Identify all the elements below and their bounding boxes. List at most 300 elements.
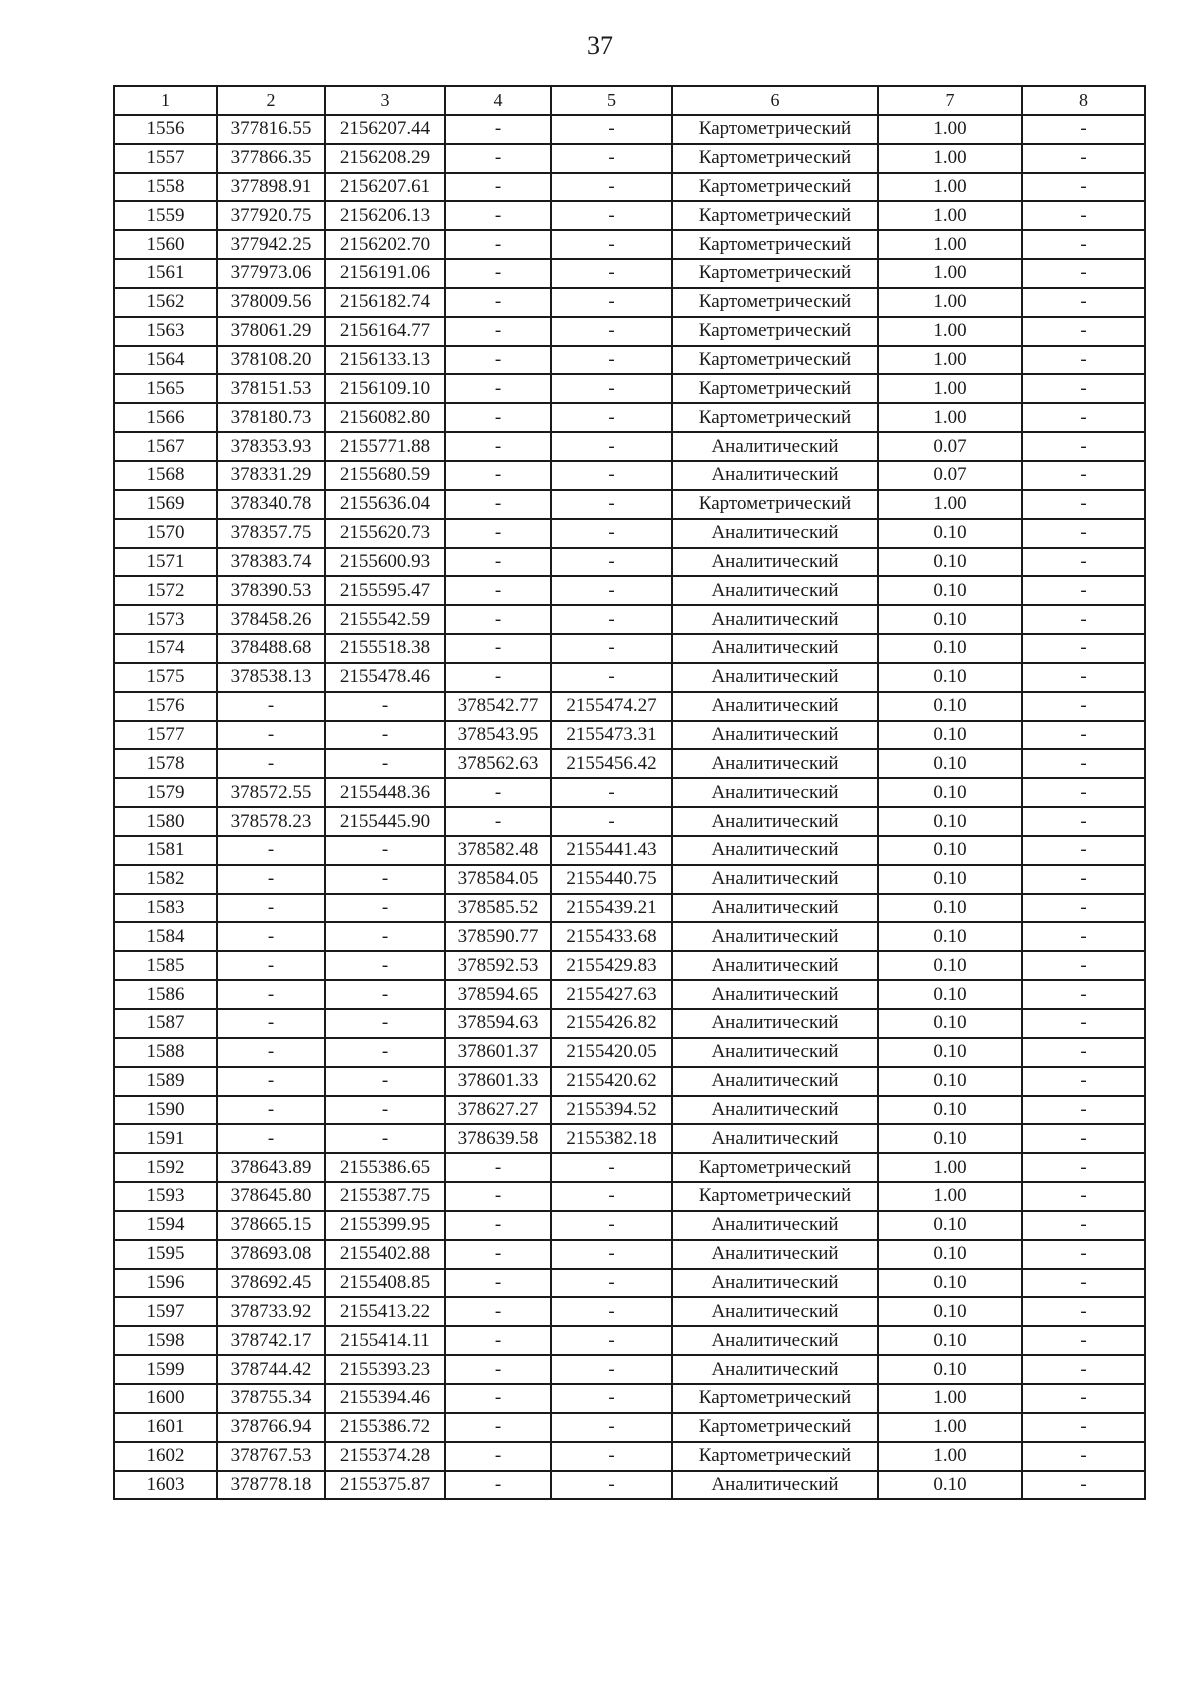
table-cell: - xyxy=(1022,922,1145,951)
table-cell: 1.00 xyxy=(878,288,1022,317)
table-cell: 1574 xyxy=(114,634,217,663)
table-cell: - xyxy=(325,1038,445,1067)
table-cell: - xyxy=(551,519,672,548)
table-cell: - xyxy=(445,1355,551,1384)
table-cell: 378693.08 xyxy=(217,1240,325,1269)
table-row xyxy=(114,807,1145,836)
table-cell: 2155478.46 xyxy=(325,663,445,692)
table-cell: - xyxy=(551,346,672,375)
table-cell: 1557 xyxy=(114,144,217,173)
table-cell: 0.10 xyxy=(878,663,1022,692)
table-cell: 378601.33 xyxy=(445,1067,551,1096)
table-cell: Аналитический xyxy=(672,1096,878,1125)
table-cell: 1578 xyxy=(114,749,217,778)
table-cell: 2155382.18 xyxy=(551,1124,672,1153)
table-cell: 378538.13 xyxy=(217,663,325,692)
table-cell: - xyxy=(551,1211,672,1240)
table-cell: 377973.06 xyxy=(217,259,325,288)
table-cell: - xyxy=(445,201,551,230)
table-cell: - xyxy=(551,259,672,288)
table-cell: - xyxy=(551,374,672,403)
table-cell: - xyxy=(551,1182,672,1211)
table-cell: - xyxy=(445,461,551,490)
table-cell: Аналитический xyxy=(672,1009,878,1038)
table-cell: - xyxy=(551,317,672,346)
table-cell: - xyxy=(445,1153,551,1182)
table-cell: Аналитический xyxy=(672,1211,878,1240)
table-cell: 1585 xyxy=(114,951,217,980)
table-cell: - xyxy=(217,1009,325,1038)
table-cell: - xyxy=(551,576,672,605)
table-cell: Картометрический xyxy=(672,1413,878,1442)
table-cell: - xyxy=(1022,663,1145,692)
table-cell: 2155386.72 xyxy=(325,1413,445,1442)
table-cell: - xyxy=(1022,692,1145,721)
table-cell: - xyxy=(1022,1326,1145,1355)
table-cell: - xyxy=(1022,1471,1145,1500)
table-cell: - xyxy=(551,115,672,144)
table-cell: 1588 xyxy=(114,1038,217,1067)
table-cell: 1572 xyxy=(114,576,217,605)
table-row xyxy=(114,605,1145,634)
table-cell: 1.00 xyxy=(878,115,1022,144)
table-cell: 0.10 xyxy=(878,980,1022,1009)
table-row xyxy=(114,461,1145,490)
table-cell: 1556 xyxy=(114,115,217,144)
table-cell: 378778.18 xyxy=(217,1471,325,1500)
table-cell: 378627.27 xyxy=(445,1096,551,1125)
table-cell: Аналитический xyxy=(672,865,878,894)
table-row xyxy=(114,1211,1145,1240)
table-row xyxy=(114,951,1145,980)
table-cell: 0.10 xyxy=(878,865,1022,894)
table-cell: 1569 xyxy=(114,490,217,519)
table-cell: - xyxy=(217,894,325,923)
table-row xyxy=(114,749,1145,778)
table-cell: Аналитический xyxy=(672,1240,878,1269)
table-cell: - xyxy=(445,1326,551,1355)
table-cell: - xyxy=(1022,1067,1145,1096)
table-cell: - xyxy=(551,1326,672,1355)
table-cell: - xyxy=(445,605,551,634)
table-cell: Картометрический xyxy=(672,490,878,519)
table-cell: 0.10 xyxy=(878,1326,1022,1355)
table-row xyxy=(114,1240,1145,1269)
table-cell: 0.10 xyxy=(878,1240,1022,1269)
table-cell: 1.00 xyxy=(878,201,1022,230)
table-cell: - xyxy=(445,1471,551,1500)
table-cell: Аналитический xyxy=(672,1038,878,1067)
table-cell: - xyxy=(1022,1182,1145,1211)
table-cell: - xyxy=(217,749,325,778)
table-row xyxy=(114,259,1145,288)
table-cell: 0.10 xyxy=(878,1211,1022,1240)
table-cell: 2155439.21 xyxy=(551,894,672,923)
page-number: 37 xyxy=(587,31,613,60)
table-cell: - xyxy=(217,721,325,750)
table-row xyxy=(114,894,1145,923)
table-cell: 1.00 xyxy=(878,1182,1022,1211)
table-cell: 0.10 xyxy=(878,749,1022,778)
table-cell: Аналитический xyxy=(672,778,878,807)
table-cell: 378353.93 xyxy=(217,432,325,461)
table-cell: - xyxy=(551,807,672,836)
table-cell: - xyxy=(1022,721,1145,750)
table-cell: 1.00 xyxy=(878,1413,1022,1442)
table-cell: 1590 xyxy=(114,1096,217,1125)
table-cell: 2155518.38 xyxy=(325,634,445,663)
table-cell: 2155375.87 xyxy=(325,1471,445,1500)
table-cell: 2155680.59 xyxy=(325,461,445,490)
table-cell: 2156207.44 xyxy=(325,115,445,144)
table-cell: 0.10 xyxy=(878,836,1022,865)
table-row xyxy=(114,865,1145,894)
table-cell: 378108.20 xyxy=(217,346,325,375)
table-cell: Картометрический xyxy=(672,115,878,144)
table-cell: 1599 xyxy=(114,1355,217,1384)
table-cell: - xyxy=(217,836,325,865)
table-cell: 0.10 xyxy=(878,692,1022,721)
table-cell: 0.10 xyxy=(878,1067,1022,1096)
table-cell: 1589 xyxy=(114,1067,217,1096)
table-cell: - xyxy=(445,576,551,605)
table-cell: - xyxy=(551,1355,672,1384)
table-cell: - xyxy=(551,1269,672,1298)
table-row xyxy=(114,548,1145,577)
table-cell: - xyxy=(1022,1009,1145,1038)
table-cell: 0.10 xyxy=(878,1297,1022,1326)
table-cell: 2155420.62 xyxy=(551,1067,672,1096)
table-cell: 378543.95 xyxy=(445,721,551,750)
table-cell: - xyxy=(1022,749,1145,778)
table-cell: 2155441.43 xyxy=(551,836,672,865)
table-cell: - xyxy=(1022,259,1145,288)
table-cell: Картометрический xyxy=(672,1182,878,1211)
table-cell: 2156082.80 xyxy=(325,403,445,432)
table-cell: - xyxy=(217,1096,325,1125)
table-cell: 0.10 xyxy=(878,1355,1022,1384)
table-cell: Картометрический xyxy=(672,1384,878,1413)
table-cell: - xyxy=(325,1096,445,1125)
table-cell: - xyxy=(551,230,672,259)
table-cell: 378061.29 xyxy=(217,317,325,346)
table-cell: Картометрический xyxy=(672,144,878,173)
table-cell: 378458.26 xyxy=(217,605,325,634)
table-cell: 1583 xyxy=(114,894,217,923)
table-cell: Аналитический xyxy=(672,548,878,577)
column-header: 2 xyxy=(217,86,325,115)
table-cell: - xyxy=(445,432,551,461)
table-cell: - xyxy=(445,259,551,288)
table-cell: - xyxy=(217,1067,325,1096)
table-cell: 378009.56 xyxy=(217,288,325,317)
table-cell: 2155542.59 xyxy=(325,605,445,634)
table-cell: Аналитический xyxy=(672,951,878,980)
table-cell: - xyxy=(551,201,672,230)
table-cell: - xyxy=(1022,144,1145,173)
table-cell: 0.10 xyxy=(878,778,1022,807)
table-cell: 1598 xyxy=(114,1326,217,1355)
table-cell: - xyxy=(1022,403,1145,432)
table-cell: Аналитический xyxy=(672,576,878,605)
table-cell: - xyxy=(217,980,325,1009)
table-cell: 1600 xyxy=(114,1384,217,1413)
table-cell: 378643.89 xyxy=(217,1153,325,1182)
table-cell: - xyxy=(445,346,551,375)
column-header: 1 xyxy=(114,86,217,115)
table-cell: 2155386.65 xyxy=(325,1153,445,1182)
table-cell: 1.00 xyxy=(878,173,1022,202)
table-cell: 2156202.70 xyxy=(325,230,445,259)
table-cell: Аналитический xyxy=(672,1471,878,1500)
table-cell: Аналитический xyxy=(672,1297,878,1326)
table-cell: 378390.53 xyxy=(217,576,325,605)
table-row xyxy=(114,519,1145,548)
table-cell: - xyxy=(325,1067,445,1096)
table-cell: - xyxy=(1022,461,1145,490)
table-cell: 2155440.75 xyxy=(551,865,672,894)
table-cell: 1559 xyxy=(114,201,217,230)
table-cell: 378601.37 xyxy=(445,1038,551,1067)
table-cell: 1.00 xyxy=(878,1153,1022,1182)
table-cell: 1581 xyxy=(114,836,217,865)
table-cell: 378585.52 xyxy=(445,894,551,923)
table-row xyxy=(114,1038,1145,1067)
table-row xyxy=(114,1355,1145,1384)
table-cell: - xyxy=(325,692,445,721)
table-cell: - xyxy=(1022,230,1145,259)
table-cell: - xyxy=(551,1240,672,1269)
table-cell: - xyxy=(217,951,325,980)
table-cell: Картометрический xyxy=(672,374,878,403)
table-cell: Аналитический xyxy=(672,836,878,865)
table-row xyxy=(114,1182,1145,1211)
table-cell: - xyxy=(445,634,551,663)
table-cell: 2155473.31 xyxy=(551,721,672,750)
table-row xyxy=(114,1096,1145,1125)
table-cell: 1594 xyxy=(114,1211,217,1240)
table-cell: 0.10 xyxy=(878,519,1022,548)
table-cell: 0.10 xyxy=(878,894,1022,923)
table-cell: - xyxy=(217,1124,325,1153)
table-cell: 2155394.52 xyxy=(551,1096,672,1125)
table-cell: - xyxy=(551,432,672,461)
table-cell: 1.00 xyxy=(878,230,1022,259)
table-cell: - xyxy=(551,1153,672,1182)
table-cell: 1563 xyxy=(114,317,217,346)
table-cell: - xyxy=(551,548,672,577)
table-cell: Аналитический xyxy=(672,519,878,548)
table-row xyxy=(114,403,1145,432)
table-cell: - xyxy=(445,1240,551,1269)
table-cell: 1582 xyxy=(114,865,217,894)
table-row xyxy=(114,144,1145,173)
table-cell: 2155408.85 xyxy=(325,1269,445,1298)
table-cell: Аналитический xyxy=(672,692,878,721)
table-cell: - xyxy=(551,1471,672,1500)
table-cell: - xyxy=(445,403,551,432)
table-cell: 1.00 xyxy=(878,490,1022,519)
table-cell: 1575 xyxy=(114,663,217,692)
table-cell: - xyxy=(445,230,551,259)
table-cell: 0.10 xyxy=(878,634,1022,663)
table-cell: 378639.58 xyxy=(445,1124,551,1153)
table-cell: 0.10 xyxy=(878,807,1022,836)
table-cell: Аналитический xyxy=(672,922,878,951)
table-row xyxy=(114,230,1145,259)
table-cell: 2155429.83 xyxy=(551,951,672,980)
table-cell: 1580 xyxy=(114,807,217,836)
table-cell: - xyxy=(1022,317,1145,346)
table-cell: 2155445.90 xyxy=(325,807,445,836)
table-cell: 1.00 xyxy=(878,317,1022,346)
table-row xyxy=(114,432,1145,461)
table-cell: - xyxy=(325,980,445,1009)
table-cell: - xyxy=(325,836,445,865)
table-cell: Аналитический xyxy=(672,1326,878,1355)
table-cell: 2155420.05 xyxy=(551,1038,672,1067)
table-row xyxy=(114,173,1145,202)
table-cell: 378590.77 xyxy=(445,922,551,951)
table-cell: - xyxy=(551,1413,672,1442)
table-cell: 2155771.88 xyxy=(325,432,445,461)
table-cell: 378584.05 xyxy=(445,865,551,894)
table-cell: 2155433.68 xyxy=(551,922,672,951)
table-row xyxy=(114,1413,1145,1442)
table-cell: 1584 xyxy=(114,922,217,951)
table-cell: - xyxy=(551,288,672,317)
table-cell: 1558 xyxy=(114,173,217,202)
table-cell: Картометрический xyxy=(672,259,878,288)
table-cell: - xyxy=(551,1442,672,1471)
table-cell: 378594.63 xyxy=(445,1009,551,1038)
table-cell: 377816.55 xyxy=(217,115,325,144)
table-cell: 2156208.29 xyxy=(325,144,445,173)
table-cell: 378594.65 xyxy=(445,980,551,1009)
table-row xyxy=(114,288,1145,317)
table-cell: - xyxy=(551,490,672,519)
table-row xyxy=(114,317,1145,346)
column-header: 5 xyxy=(551,86,672,115)
table-cell: - xyxy=(1022,519,1145,548)
table-cell: 377920.75 xyxy=(217,201,325,230)
table-cell: - xyxy=(325,1124,445,1153)
table-cell: 378331.29 xyxy=(217,461,325,490)
table-cell: Аналитический xyxy=(672,1067,878,1096)
table-cell: - xyxy=(551,1384,672,1413)
table-cell: - xyxy=(217,692,325,721)
table-cell: 0.07 xyxy=(878,432,1022,461)
table-cell: - xyxy=(445,778,551,807)
table-cell: 378151.53 xyxy=(217,374,325,403)
table-cell: 1579 xyxy=(114,778,217,807)
table-header-row xyxy=(114,86,1145,115)
table-cell: - xyxy=(1022,576,1145,605)
table-cell: 2155402.88 xyxy=(325,1240,445,1269)
table-cell: - xyxy=(551,605,672,634)
table-cell: 378180.73 xyxy=(217,403,325,432)
table-cell: 1560 xyxy=(114,230,217,259)
table-cell: - xyxy=(1022,807,1145,836)
table-cell: 1596 xyxy=(114,1269,217,1298)
table-cell: 0.10 xyxy=(878,576,1022,605)
table-cell: 2155636.04 xyxy=(325,490,445,519)
table-row xyxy=(114,663,1145,692)
table-cell: - xyxy=(445,1442,551,1471)
table-cell: Аналитический xyxy=(672,634,878,663)
table-cell: Аналитический xyxy=(672,1269,878,1298)
table-cell: - xyxy=(1022,634,1145,663)
table-cell: 1565 xyxy=(114,374,217,403)
table-cell: 2156207.61 xyxy=(325,173,445,202)
table-cell: 1562 xyxy=(114,288,217,317)
table-cell: Картометрический xyxy=(672,317,878,346)
table-row xyxy=(114,346,1145,375)
table-cell: 1.00 xyxy=(878,1384,1022,1413)
table-cell: 1561 xyxy=(114,259,217,288)
table-row xyxy=(114,115,1145,144)
table-cell: 1577 xyxy=(114,721,217,750)
table-cell: 1573 xyxy=(114,605,217,634)
table-cell: - xyxy=(551,403,672,432)
table-row xyxy=(114,692,1145,721)
table-cell: Картометрический xyxy=(672,288,878,317)
table-cell: 2155399.95 xyxy=(325,1211,445,1240)
table-cell: 378645.80 xyxy=(217,1182,325,1211)
table-cell: 378767.53 xyxy=(217,1442,325,1471)
table-cell: - xyxy=(445,519,551,548)
table-cell: Картометрический xyxy=(672,346,878,375)
table-cell: 1570 xyxy=(114,519,217,548)
table-cell: Аналитический xyxy=(672,807,878,836)
table-cell: - xyxy=(1022,980,1145,1009)
table-cell: - xyxy=(551,173,672,202)
table-cell: - xyxy=(1022,778,1145,807)
table-cell: Картометрический xyxy=(672,230,878,259)
table-cell: - xyxy=(325,721,445,750)
table-row xyxy=(114,1297,1145,1326)
table-cell: - xyxy=(445,1211,551,1240)
table-cell: - xyxy=(1022,894,1145,923)
table-cell: 378340.78 xyxy=(217,490,325,519)
table-cell: 1603 xyxy=(114,1471,217,1500)
table-cell: 1.00 xyxy=(878,144,1022,173)
table-cell: 0.10 xyxy=(878,951,1022,980)
table-cell: 378742.17 xyxy=(217,1326,325,1355)
table-cell: 1576 xyxy=(114,692,217,721)
table-cell: - xyxy=(445,374,551,403)
table-cell: 1592 xyxy=(114,1153,217,1182)
column-header: 7 xyxy=(878,86,1022,115)
table-cell: 1568 xyxy=(114,461,217,490)
table-cell: - xyxy=(551,144,672,173)
table-cell: - xyxy=(1022,490,1145,519)
table-cell: 2155426.82 xyxy=(551,1009,672,1038)
table-cell: Аналитический xyxy=(672,605,878,634)
table-cell: - xyxy=(1022,1355,1145,1384)
table-cell: 0.10 xyxy=(878,1269,1022,1298)
table-cell: - xyxy=(551,634,672,663)
table-row xyxy=(114,1471,1145,1500)
table-cell: 1601 xyxy=(114,1413,217,1442)
table-cell: 1.00 xyxy=(878,259,1022,288)
table-cell: - xyxy=(551,461,672,490)
table-cell: Аналитический xyxy=(672,749,878,778)
table-cell: 378755.34 xyxy=(217,1384,325,1413)
table-cell: Аналитический xyxy=(672,1124,878,1153)
table-cell: - xyxy=(445,1413,551,1442)
table-cell: 377942.25 xyxy=(217,230,325,259)
